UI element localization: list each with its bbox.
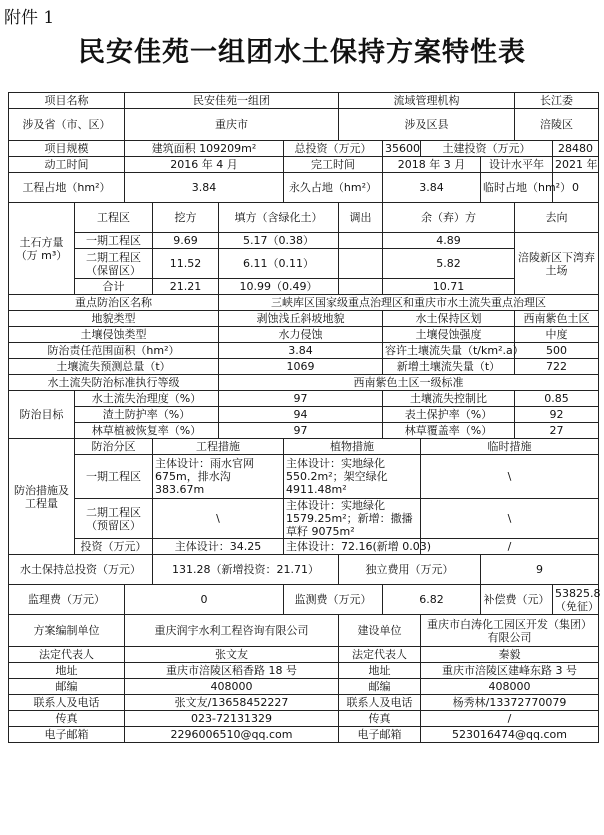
label-contact-build: 联系人及电话 (339, 695, 421, 711)
value-province: 重庆市 (125, 109, 339, 141)
measures-area-2: 二期工程区（预留区） (75, 499, 153, 539)
earth-col-out: 调出 (339, 203, 383, 233)
value-email-build: 523016474@qq.com (421, 727, 599, 743)
measures-temp-2: \ (421, 499, 599, 539)
measures-invest-engineering: 主体设计：34.25 (153, 539, 284, 555)
earth-out-total (339, 279, 383, 295)
table-row (9, 249, 599, 279)
label-compensation-fee: 补偿费（元） (481, 585, 553, 615)
value-address-plan: 重庆市涪陵区稻香路 18 号 (125, 663, 339, 679)
value-legal-build: 秦毅 (421, 647, 599, 663)
measures-invest-plant: 主体设计：72.16(新增 0.03) (284, 539, 421, 555)
value-new-loss: 722 (515, 359, 599, 375)
value-standard: 西南紫色土区一级标准 (219, 375, 599, 391)
label-allowable-loss: 容许土壤流失量（t/km².a） (383, 343, 515, 359)
value-design-year: 2021 年 (553, 157, 599, 173)
label-soil-zone: 水土保持区划 (383, 311, 515, 327)
table-row (9, 391, 599, 407)
label-key-zone: 重点防治区名称 (9, 295, 219, 311)
label-address-plan: 地址 (9, 663, 125, 679)
value-contact-build: 杨秀林/13372770079 (421, 695, 599, 711)
value-civil-invest: 28480 (553, 141, 599, 157)
measures-invest-label: 投资（万元） (75, 539, 153, 555)
table-row (9, 279, 599, 295)
label-email-build: 电子邮箱 (339, 727, 421, 743)
value-basin: 长江委 (515, 93, 599, 109)
attachment-label: 附件 1 (4, 8, 55, 28)
table-row (9, 455, 599, 499)
table-row (9, 423, 599, 439)
label-independent-fee: 独立费用（万元） (339, 555, 481, 585)
row-scale (9, 141, 599, 157)
value-county: 涪陵区 (515, 109, 599, 141)
target-label-2a: 渣土防护率（%） (75, 407, 219, 423)
earth-area-total: 合计 (75, 279, 153, 295)
label-measures: 防治措施及工程量 (9, 439, 75, 555)
table-row (9, 233, 599, 249)
value-zip-build: 408000 (421, 679, 599, 695)
measures-col-plant: 植物措施 (284, 439, 421, 455)
measures-col-temp: 临时措施 (421, 439, 599, 455)
value-plan-org: 重庆润宇水利工程咨询有限公司 (125, 615, 339, 647)
earth-out-1 (339, 233, 383, 249)
target-value-3a: 97 (219, 423, 383, 439)
row-fees (9, 585, 599, 615)
value-area: 建筑面积 109209m² (125, 141, 284, 157)
value-contact-plan: 张文友/13658452227 (125, 695, 339, 711)
earth-area-1: 一期工程区 (75, 233, 153, 249)
label-build-org: 建设单位 (339, 615, 421, 647)
label-project-name: 项目名称 (9, 93, 125, 109)
label-prediction: 土壤流失预测总量（t） (9, 359, 219, 375)
measures-engineering-1: 主体设计：雨水官网675m，排水沟 383.67m (153, 455, 284, 499)
page-title: 民安佳苑一组团水土保持方案特性表 (78, 37, 526, 68)
value-perm-land: 3.84 (383, 173, 481, 203)
row-timing (9, 157, 599, 173)
value-prediction: 1069 (219, 359, 383, 375)
label-targets: 防治目标 (9, 391, 75, 439)
row-zip (9, 679, 599, 695)
label-design-year: 设计水平年 (481, 157, 553, 173)
value-total-invest-small: 35600 (383, 141, 421, 157)
row-key-zone (9, 295, 599, 311)
row-erosion (9, 327, 599, 343)
target-value-1b: 0.85 (515, 391, 599, 407)
target-value-2b: 92 (515, 407, 599, 423)
row-email (9, 727, 599, 743)
label-end: 完工时间 (284, 157, 383, 173)
earth-fill-2: 6.11（0.11） (219, 249, 339, 279)
label-standard: 水土流失防治标准执行等级 (9, 375, 219, 391)
label-erosion-intensity: 土壤侵蚀强度 (383, 327, 515, 343)
row-measures-header (9, 439, 599, 455)
earth-area-2: 二期工程区（保留区） (75, 249, 153, 279)
label-monitor-fee: 监测费（万元） (284, 585, 383, 615)
measures-area-1: 一期工程区 (75, 455, 153, 499)
value-supervise-fee: 0 (125, 585, 284, 615)
measures-temp-1: \ (421, 455, 599, 499)
label-county: 涉及区县 (339, 109, 515, 141)
label-zip-plan: 邮编 (9, 679, 125, 695)
value-fax-build: / (421, 711, 599, 727)
target-label-1a: 水土流失治理度（%） (75, 391, 219, 407)
value-soil-zone: 西南紫色土区 (515, 311, 599, 327)
target-label-3a: 林草植被恢复率（%） (75, 423, 219, 439)
table-row (9, 539, 599, 555)
label-contact-plan: 联系人及电话 (9, 695, 125, 711)
row-province (9, 109, 599, 141)
characteristics-table (8, 92, 599, 743)
target-label-3b: 林草覆盖率（%） (383, 423, 515, 439)
label-email-plan: 电子邮箱 (9, 727, 125, 743)
label-supervise-fee: 监理费（万元） (9, 585, 125, 615)
target-label-2b: 表土保护率（%） (383, 407, 515, 423)
label-fax-build: 传真 (339, 711, 421, 727)
label-responsibility: 防治责任范围面积（hm²） (9, 343, 219, 359)
earth-col-area: 工程区 (75, 203, 153, 233)
earth-destination: 涪陵新区下湾弃土场 (515, 233, 599, 295)
value-build-org: 重庆市白涛化工园区开发（集团）有限公司 (421, 615, 599, 647)
measures-engineering-2: \ (153, 499, 284, 539)
measures-plant-2: 主体设计：实地绿化1579.25m²；新增：撒播草籽 9075m² (284, 499, 421, 539)
earth-col-dest: 去向 (515, 203, 599, 233)
label-plan-org: 方案编制单位 (9, 615, 125, 647)
label-landform: 地貌类型 (9, 311, 219, 327)
value-independent-fee: 9 (481, 555, 599, 585)
earth-spoil-2: 5.82 (383, 249, 515, 279)
row-prediction (9, 359, 599, 375)
earth-col-fill: 填方（含绿化土） (219, 203, 339, 233)
label-earth: 土石方量（万 m³） (9, 203, 75, 295)
value-temp-land: 0 (553, 173, 599, 203)
label-address-build: 地址 (339, 663, 421, 679)
value-land: 3.84 (125, 173, 284, 203)
row-org (9, 615, 599, 647)
row-contact (9, 695, 599, 711)
value-compensation-fee: 53825.8（免征） (553, 585, 599, 615)
row-project-name (9, 93, 599, 109)
label-basin: 流域管理机构 (339, 93, 515, 109)
value-zip-plan: 408000 (125, 679, 339, 695)
label-fax-plan: 传真 (9, 711, 125, 727)
row-fax (9, 711, 599, 727)
value-allowable-loss: 500 (515, 343, 599, 359)
target-value-1a: 97 (219, 391, 383, 407)
measures-invest-temp: / (421, 539, 599, 555)
label-total-invest-small: 总投资（万元） (284, 141, 383, 157)
label-start: 动工时间 (9, 157, 125, 173)
value-legal-plan: 张文友 (125, 647, 339, 663)
target-value-2a: 94 (219, 407, 383, 423)
value-project-name: 民安佳苑一组团 (125, 93, 339, 109)
earth-col-spoil: 余（弃）方 (383, 203, 515, 233)
value-end: 2018 年 3 月 (383, 157, 481, 173)
label-scale: 项目规模 (9, 141, 125, 157)
row-address (9, 663, 599, 679)
row-total-invest (9, 555, 599, 585)
label-legal-build: 法定代表人 (339, 647, 421, 663)
earth-col-cut: 挖方 (153, 203, 219, 233)
row-earth-header (9, 203, 599, 233)
value-key-zone: 三峡库区国家级重点治理区和重庆市水土流失重点治理区 (219, 295, 599, 311)
measures-col-area: 防治分区 (75, 439, 153, 455)
row-landform (9, 311, 599, 327)
value-erosion-intensity: 中度 (515, 327, 599, 343)
value-fax-plan: 023-72131329 (125, 711, 339, 727)
label-zip-build: 邮编 (339, 679, 421, 695)
row-land (9, 173, 599, 203)
target-value-3b: 27 (515, 423, 599, 439)
value-total-invest: 131.28（新增投资：21.71） (153, 555, 339, 585)
target-label-1b: 土壤流失控制比 (383, 391, 515, 407)
earth-fill-1: 5.17（0.38） (219, 233, 339, 249)
measures-plant-1: 主体设计：实地绿化 550.2m²；架空绿化 4911.48m² (284, 455, 421, 499)
value-erosion-type: 水力侵蚀 (219, 327, 383, 343)
earth-spoil-total: 10.71 (383, 279, 515, 295)
earth-out-2 (339, 249, 383, 279)
table-row (9, 407, 599, 423)
label-land: 工程占地（hm²） (9, 173, 125, 203)
earth-fill-total: 10.99（0.49） (219, 279, 339, 295)
value-landform: 剥蚀浅丘斜坡地貌 (219, 311, 383, 327)
label-legal-plan: 法定代表人 (9, 647, 125, 663)
earth-cut-2: 11.52 (153, 249, 219, 279)
value-responsibility: 3.84 (219, 343, 383, 359)
label-civil-invest: 土建投资（万元） (421, 141, 553, 157)
row-legal (9, 647, 599, 663)
label-erosion-type: 土壤侵蚀类型 (9, 327, 219, 343)
earth-cut-total: 21.21 (153, 279, 219, 295)
label-temp-land: 临时占地（hm²） (481, 173, 553, 203)
earth-spoil-1: 4.89 (383, 233, 515, 249)
label-perm-land: 永久占地（hm²） (284, 173, 383, 203)
table-row (9, 499, 599, 539)
label-province: 涉及省（市、区） (9, 109, 125, 141)
label-new-loss: 新增土壤流失量（t） (383, 359, 515, 375)
value-address-build: 重庆市涪陵区建峰东路 3 号 (421, 663, 599, 679)
measures-col-engineering: 工程措施 (153, 439, 284, 455)
row-standard (9, 375, 599, 391)
row-responsibility (9, 343, 599, 359)
value-monitor-fee: 6.82 (383, 585, 481, 615)
value-start: 2016 年 4 月 (125, 157, 284, 173)
earth-cut-1: 9.69 (153, 233, 219, 249)
value-email-plan: 2296006510@qq.com (125, 727, 339, 743)
label-total-invest: 水土保持总投资（万元） (9, 555, 153, 585)
